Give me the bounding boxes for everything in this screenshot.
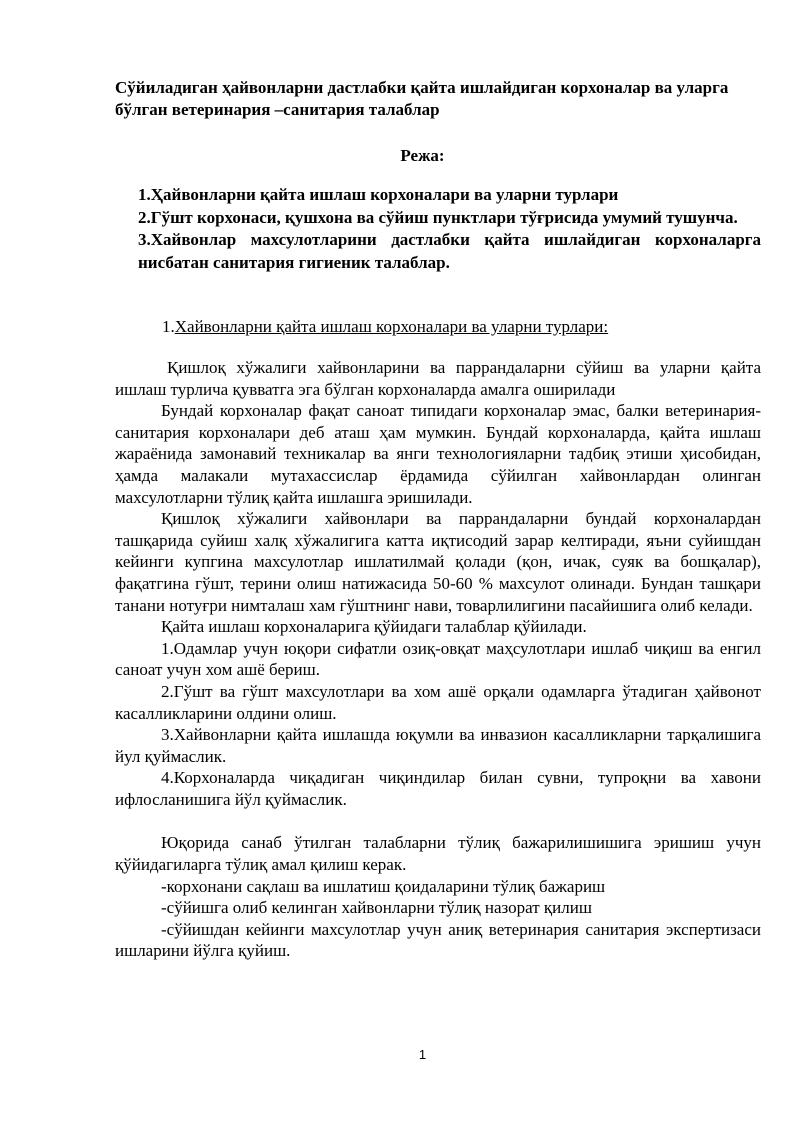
body-text xyxy=(115,357,761,962)
section-title: Хайвонларни қайта ишлаш корхоналари ва уларни турлари: xyxy=(174,317,609,336)
paragraph: Қайта ишлаш корхоналарига қўйидаги талаблар қўйилади. xyxy=(161,617,587,637)
paragraph: Қишлоқ хўжалиги хайвонлари ва паррандаларни бундай корхоналардан ташқарида суйиш халқ хўжалигига катта иқтисодий зарар келтиради, яъни суйишдан кейинги купгина махсулотлар ишлатилмай қолади (қон, ичак, суяк ва бошқалар), фақатгина гўшт, терини олиш натижасида 50-60 % махсулот олинади. Бундан ташқари танани нотуғри нимталаш хам гўштнинг нави, товарлилигини пасайишига олиб келади. xyxy=(115,509,761,615)
paragraph: 3.Хайвонларни қайта ишлашда юқумли ва инвазион касалликларни тарқалишига йул қуймаслик. xyxy=(115,725,761,766)
plan-item: 3.Хайвонлар махсулотларини дастлабки қайта ишлайдиган корхоналарга нисбатан санитария гигиеник талаблар. xyxy=(138,230,761,272)
paragraph: Юқорида санаб ўтилган талабларни тўлиқ бажарилишишига эришиш учун қўйидагиларга тўлиқ амал қилиш керак. xyxy=(115,833,761,875)
section-heading xyxy=(162,316,762,338)
paragraph: Қишлоқ хўжалиги хайвонларини ва паррандаларни сўйиш ва уларни қайта ишлаш турлича қувватга эга бўлган корхоналарда амалга оширилади xyxy=(115,358,761,399)
list-item: -сўйишга олиб келинган хайвонларни тўлиқ назорат қилиш xyxy=(161,898,592,918)
paragraph: 4.Корхоналарда чиқадиган чиқиндилар билан сувни, тупроқни ва хавони ифлосланишига йўл қуймаслик. xyxy=(115,768,761,809)
plan-item: 1.Ҳайвонларни қайта ишлаш корхоналари ва уларни турлари xyxy=(138,185,619,204)
plan-item: 2.Гўшт корхонаси, қушхона ва сўйиш пунктлари тўғрисида умумий тушунча. xyxy=(138,207,738,227)
section-number: 1. xyxy=(162,317,175,336)
document-title: Сўйиладиган ҳайвонларни дастлабки қайта ишлайдиган корхоналар ва уларга бўлган ветеринария –санитария талаблар xyxy=(115,78,729,119)
list-item: -корхонани сақлаш ва ишлатиш қоидаларини тўлиқ бажариш xyxy=(161,876,606,896)
paragraph: Бундай корхоналар фақат саноат типидаги корхоналар эмас, балки ветеринария-санитария корхоналари деб аташ ҳам мумкин. Бундай корхоналарда, қайта ишлаш жараёнида замонавий техникалар ва янги технологияларни тадбиқ этиши ҳисобидан, ҳамда малакали мутахассислар ёрдамида сўйилган хайвонлардан олинган махсулотларни тўлиқ қайта ишлашга эришилади. xyxy=(115,401,761,507)
list-item: -сўйишдан кейинги махсулотлар учун аниқ ветеринария санитария экспертизаси ишларини йўлга қуйиш. xyxy=(115,919,761,961)
paragraph: 2.Гўшт ва гўшт махсулотлари ва хом ашё орқали одамларга ўтадиган ҳайвонот касалликларини олдини олиш. xyxy=(115,681,761,723)
plan-heading: Режа: xyxy=(400,146,445,165)
plan-list xyxy=(138,184,761,274)
page-number: 1 xyxy=(418,1047,427,1062)
paragraph: 1.Одамлар учун юқори сифатли озиқ-овқат маҳсулотлари ишлаб чиқиш ва енгил саноат учун хом ашё бериш. xyxy=(115,638,761,680)
